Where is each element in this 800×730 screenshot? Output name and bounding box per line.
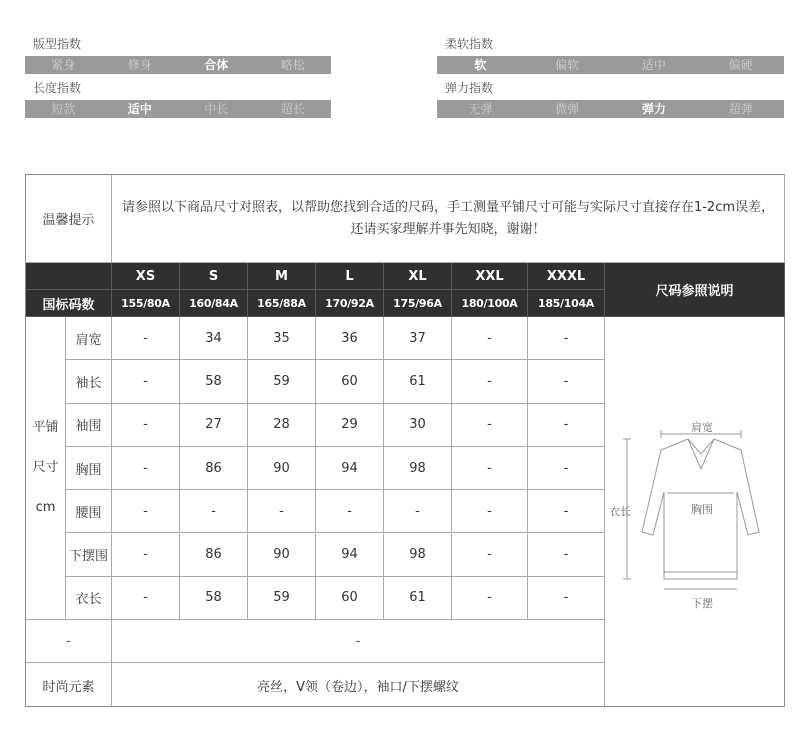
index-elasticity-option: 无弹 <box>468 102 493 116</box>
measure-value: 94 <box>316 447 384 490</box>
measure-name: 袖围 <box>66 404 112 447</box>
diagram-length-label: 衣长 <box>609 505 631 518</box>
index-elasticity-option-selected: 弹力 <box>641 102 666 116</box>
measure-name: 胸围 <box>66 447 112 490</box>
measure-value: 61 <box>384 360 452 403</box>
measure-value: - <box>180 490 248 533</box>
measure-value: 27 <box>180 404 248 447</box>
index-length-bar <box>25 100 331 118</box>
measure-value: 61 <box>384 577 452 620</box>
measure-value: - <box>452 404 528 447</box>
fashion-label: 时尚元素 <box>26 663 112 707</box>
measure-value: - <box>452 360 528 403</box>
reference-label: 尺码参照说明 <box>605 263 785 317</box>
index-length-label: 长度指数 <box>33 81 82 95</box>
measure-value: - <box>316 490 384 533</box>
measure-value: 98 <box>384 447 452 490</box>
measure-value: 28 <box>248 404 316 447</box>
measure-value: 86 <box>180 534 248 577</box>
index-length-option-selected: 适中 <box>127 102 152 116</box>
size-header: XXXL <box>528 263 605 290</box>
standard-size-header: 175/96A <box>384 290 452 317</box>
measure-name: 下摆围 <box>66 534 112 577</box>
measure-value: - <box>384 490 452 533</box>
measure-value: - <box>528 447 605 490</box>
index-softness-option: 偏硬 <box>728 58 753 72</box>
measure-value: 29 <box>316 404 384 447</box>
index-elasticity-label: 弹力指数 <box>445 81 494 95</box>
size-header: XL <box>384 263 452 290</box>
index-fit-label: 版型指数 <box>33 37 82 51</box>
measure-value: 36 <box>316 317 384 360</box>
measure-name: 衣长 <box>66 577 112 620</box>
measure-value: 90 <box>248 447 316 490</box>
size-header: XXL <box>452 263 528 290</box>
diagram-shoulder-label: 肩宽 <box>691 421 713 434</box>
sweater-diagram <box>605 317 785 707</box>
measure-value: 59 <box>248 577 316 620</box>
size-header: S <box>180 263 248 290</box>
index-fit-option: 略松 <box>280 58 305 72</box>
measure-value: - <box>452 447 528 490</box>
measure-value: - <box>112 447 180 490</box>
measure-value: - <box>112 360 180 403</box>
index-fit-option: 修身 <box>127 58 152 72</box>
measure-value: - <box>112 490 180 533</box>
index-fit-option-selected: 合体 <box>204 58 229 72</box>
measure-value: - <box>112 404 180 447</box>
measure-value: 94 <box>316 534 384 577</box>
index-softness-bar <box>437 56 784 74</box>
index-fit-option: 紧身 <box>51 58 76 72</box>
measure-value: - <box>528 577 605 620</box>
index-softness-option: 偏软 <box>555 58 580 72</box>
measure-value: 30 <box>384 404 452 447</box>
measure-value: 90 <box>248 534 316 577</box>
size-header: M <box>248 263 316 290</box>
measure-group-label-line: 平铺 <box>32 420 59 435</box>
measure-value: 98 <box>384 534 452 577</box>
size-header: XS <box>112 263 180 290</box>
measure-value: - <box>248 490 316 533</box>
measure-group-label-line: 尺寸 <box>32 460 59 475</box>
measure-value: - <box>112 317 180 360</box>
standard-size-header: 170/92A <box>316 290 384 317</box>
measure-value: 86 <box>180 447 248 490</box>
tip-label: 温馨提示 <box>26 175 112 263</box>
measure-value: - <box>452 534 528 577</box>
tip-text: 请参照以下商品尺寸对照表，以帮助您找到合适的尺码，手工测量平铺尺寸可能与实际尺寸直接存在1-2cm误差，还请买家理解并事先知晓，谢谢！ <box>112 175 785 263</box>
measure-name: 腰围 <box>66 490 112 533</box>
measure-value: 60 <box>316 360 384 403</box>
measure-name: 肩宽 <box>66 317 112 360</box>
header-empty <box>26 263 112 290</box>
measure-value: - <box>452 577 528 620</box>
index-length-option: 短款 <box>51 102 76 116</box>
index-length-option: 超长 <box>280 102 305 116</box>
measure-value: 34 <box>180 317 248 360</box>
measure-value: - <box>528 534 605 577</box>
standard-size-header: 155/80A <box>112 290 180 317</box>
measure-value: - <box>528 490 605 533</box>
diagram-hem-label: 下摆 <box>691 597 713 610</box>
measure-group-label-line: cm <box>35 500 56 515</box>
standard-size-header: 185/104A <box>528 290 605 317</box>
standard-size-header: 165/88A <box>248 290 316 317</box>
index-length-option: 中长 <box>204 102 229 116</box>
measure-value: - <box>528 317 605 360</box>
measure-value: 58 <box>180 577 248 620</box>
fashion-value: 亮丝，V领（卷边），袖口/下摆螺纹 <box>112 663 605 707</box>
index-elasticity-bar <box>437 100 784 118</box>
index-elasticity-option: 超弹 <box>728 102 753 116</box>
measure-value: - <box>452 317 528 360</box>
measure-value: 59 <box>248 360 316 403</box>
measure-value: - <box>452 490 528 533</box>
index-fit-bar <box>25 56 331 74</box>
size-header-label: 国标码数 <box>26 290 112 317</box>
measure-name: 袖长 <box>66 360 112 403</box>
index-softness-option: 适中 <box>641 58 666 72</box>
measure-value: - <box>528 404 605 447</box>
size-header: L <box>316 263 384 290</box>
measure-value: 58 <box>180 360 248 403</box>
measure-value: - <box>112 577 180 620</box>
diagram-chest-label: 胸围 <box>691 503 713 516</box>
index-elasticity-option: 微弹 <box>555 102 580 116</box>
measure-value: - <box>528 360 605 403</box>
standard-size-header: 160/84A <box>180 290 248 317</box>
extra-row-value: - <box>112 620 605 663</box>
index-softness-option-selected: 软 <box>474 58 487 72</box>
measure-value: 37 <box>384 317 452 360</box>
index-softness-label: 柔软指数 <box>445 37 494 51</box>
size-table <box>25 174 785 707</box>
measure-value: 60 <box>316 577 384 620</box>
measure-value: - <box>112 534 180 577</box>
standard-size-header: 180/100A <box>452 290 528 317</box>
measure-group-label <box>26 317 66 620</box>
measure-value: 35 <box>248 317 316 360</box>
extra-row-label: - <box>26 620 112 663</box>
